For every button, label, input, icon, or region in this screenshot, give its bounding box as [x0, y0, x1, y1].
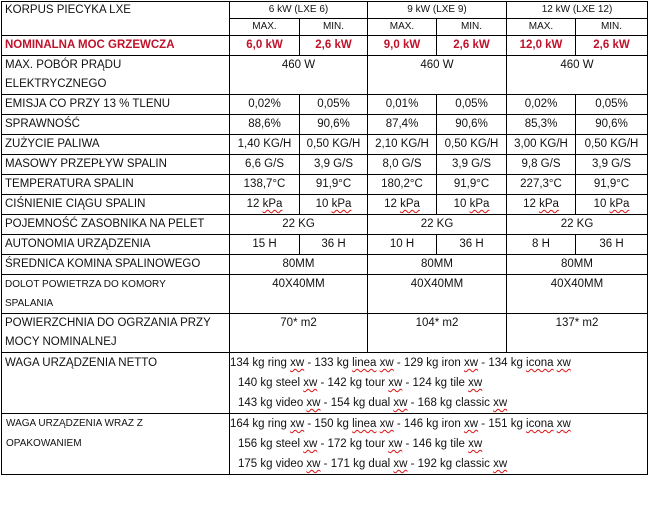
spec-row — [2, 215, 648, 235]
weight-line — [230, 393, 644, 413]
weight-net-row — [2, 353, 648, 414]
row-label-line: OPAKOWANIEM — [6, 438, 82, 449]
model-word: xw — [493, 458, 508, 470]
cell-value — [230, 195, 300, 215]
row-label: SPRAWNOŚĆ — [2, 115, 230, 135]
spec-row — [2, 135, 648, 155]
group-header-6kw: 6 kW (LXE 6) — [230, 2, 368, 19]
cell-number: 10 — [315, 198, 329, 210]
cell-number: 12 — [384, 198, 397, 210]
cell-value: 85,3% — [507, 115, 576, 135]
cell-value: 1,40 KG/H — [230, 135, 300, 155]
row-label-line: ELEKTRYCZNEGO — [5, 78, 107, 90]
cell-value: 22 KG — [368, 215, 507, 235]
model-word: xw — [493, 397, 508, 409]
spec-row — [2, 95, 648, 115]
row-label-line: POWIERZCHNIA DO OGRZANIA PRZY — [5, 317, 211, 329]
row-label — [2, 414, 230, 475]
weight-net-values — [230, 353, 648, 414]
cell-value: 40X40MM — [368, 275, 507, 314]
cell-value: 0,02% — [230, 95, 300, 115]
cell-value: 0,05% — [437, 95, 507, 115]
row-label: ŚREDNICA KOMINA SPALINOWEGO — [2, 255, 230, 275]
model-word: xw — [290, 357, 305, 369]
cell-value: 90,6% — [300, 115, 368, 135]
group-header-9kw: 9 kW (LXE 9) — [368, 2, 507, 19]
row-label-line: DOLOT POWIETRZA DO KOMORY — [5, 279, 166, 290]
model-word: xw — [303, 377, 318, 389]
model-word: linea — [352, 357, 377, 369]
weight-text: - 150 kg — [304, 418, 353, 430]
cell-value — [368, 195, 437, 215]
row-label — [2, 275, 230, 314]
cell-value: 22 KG — [507, 215, 648, 235]
cell-value: 80MM — [230, 255, 368, 275]
cell-value: 2,6 kW — [300, 36, 368, 56]
cell-value: 2,6 kW — [576, 36, 648, 56]
cell-value: 91,9°C — [300, 175, 368, 195]
cell-value: 0,05% — [300, 95, 368, 115]
weight-line — [230, 353, 644, 373]
cell-value: 90,6% — [437, 115, 507, 135]
cell-value: 6,0 kW — [230, 36, 300, 56]
row-label: TEMPERATURA SPALIN — [2, 175, 230, 195]
model-word: xw — [306, 458, 321, 470]
table-title: KORPUS PIECYKA LXE — [2, 2, 230, 36]
row-label: MASOWY PRZEPŁYW SPALIN — [2, 155, 230, 175]
weight-text: - 146 kg tile — [402, 438, 469, 450]
weight-line — [230, 414, 644, 434]
spec-table — [1, 1, 648, 475]
cell-unit: kPa — [609, 198, 630, 210]
weight-text: 140 kg steel — [238, 377, 304, 389]
cell-value: 15 H — [230, 235, 300, 255]
weight-line — [230, 373, 644, 393]
cell-value — [300, 195, 368, 215]
row-label — [2, 56, 230, 95]
cell-value: 0,50 KG/H — [300, 135, 368, 155]
cell-value: 9,8 G/S — [507, 155, 576, 175]
row-label-line: SPALANIA — [5, 298, 54, 309]
weight-text: 175 kg video — [238, 458, 307, 470]
weight-text: 156 kg steel — [238, 438, 304, 450]
cell-value: 3,9 G/S — [437, 155, 507, 175]
row-label: AUTONOMIA URZĄDZENIA — [2, 235, 230, 255]
model-word: xw — [468, 438, 483, 450]
row-label-line: MAX. POBÓR PRĄDU — [5, 59, 122, 71]
weight-text: 134 kg ring — [230, 357, 291, 369]
cell-value: 8 H — [507, 235, 576, 255]
max-header: MAX. — [368, 19, 437, 36]
cell-value: 460 W — [368, 56, 507, 95]
header-row — [2, 2, 648, 19]
row-label: WAGA URZĄDZENIA NETTO — [2, 353, 230, 414]
row-label: POJEMNOŚĆ ZASOBNIKA NA PELET — [2, 215, 230, 235]
min-header: MIN. — [300, 19, 368, 36]
weight-text: - 192 kg classic — [407, 458, 494, 470]
weight-text: - 142 kg tour — [317, 377, 389, 389]
max-header: MAX. — [230, 19, 300, 36]
model-word: xw — [556, 357, 571, 369]
weight-text: - 151 kg — [478, 418, 527, 430]
spec-rows — [2, 56, 648, 353]
cell-value: 0,50 KG/H — [437, 135, 507, 155]
weight-text: - 134 kg — [478, 357, 527, 369]
cell-value — [437, 195, 507, 215]
cell-value: 3,9 G/S — [576, 155, 648, 175]
cell-value: 70* m2 — [230, 314, 368, 353]
row-label: NOMINALNA MOC GRZEWCZA — [2, 36, 230, 56]
model-word: xw — [393, 397, 408, 409]
cell-value: 40X40MM — [507, 275, 648, 314]
model-word: xw — [290, 418, 305, 430]
weight-text: - 129 kg iron — [393, 357, 465, 369]
weight-line — [230, 454, 644, 474]
model-word: xw — [556, 418, 571, 430]
model-word: icona — [526, 357, 554, 369]
model-word: linea — [352, 418, 377, 430]
cell-value: 0,05% — [576, 95, 648, 115]
model-word: xw — [306, 397, 321, 409]
cell-value: 227,3°C — [507, 175, 576, 195]
cell-value: 36 H — [437, 235, 507, 255]
row-label: ZUŻYCIE PALIWA — [2, 135, 230, 155]
weight-text: 164 kg ring — [230, 418, 291, 430]
row-label-line: WAGA URZĄDZENIA WRAZ Z — [6, 418, 143, 429]
weight-packed-row — [2, 414, 648, 475]
spec-row — [2, 275, 648, 314]
cell-value: 0,01% — [368, 95, 437, 115]
cell-value: 36 H — [300, 235, 368, 255]
cell-number: 10 — [453, 198, 467, 210]
min-header: MIN. — [576, 19, 648, 36]
cell-value: 2,6 kW — [437, 36, 507, 56]
cell-value: 460 W — [507, 56, 648, 95]
cell-value: 10 H — [368, 235, 437, 255]
cell-unit: kPa — [539, 198, 559, 210]
cell-number: 12 — [246, 198, 260, 210]
weight-text: 143 kg video — [238, 397, 307, 409]
model-word: xw — [388, 438, 403, 450]
nominal-power-row — [2, 36, 648, 56]
cell-value: 80MM — [507, 255, 648, 275]
cell-unit: kPa — [400, 198, 420, 210]
weight-text: - 154 kg dual — [320, 397, 394, 409]
cell-unit: kPa — [262, 198, 283, 210]
row-label: EMISJA CO PRZY 13 % TLENU — [2, 95, 230, 115]
spec-row — [2, 314, 648, 353]
spec-row — [2, 155, 648, 175]
cell-unit: kPa — [469, 198, 490, 210]
cell-value: 3,9 G/S — [300, 155, 368, 175]
spec-row — [2, 195, 648, 215]
cell-value: 12,0 kW — [507, 36, 576, 56]
spec-row — [2, 115, 648, 135]
cell-value: 0,02% — [507, 95, 576, 115]
weight-text: - 124 kg tile — [402, 377, 469, 389]
cell-value: 88,6% — [230, 115, 300, 135]
cell-value: 40X40MM — [230, 275, 368, 314]
cell-value: 87,4% — [368, 115, 437, 135]
weight-text: - 146 kg iron — [393, 418, 465, 430]
model-word: xw — [303, 438, 318, 450]
spec-row — [2, 175, 648, 195]
cell-value: 0,50 KG/H — [576, 135, 648, 155]
cell-number: 10 — [593, 198, 607, 210]
row-label-line: MOCY NOMINALNEJ — [5, 336, 117, 348]
model-word: xw — [379, 418, 394, 430]
model-word: xw — [464, 418, 479, 430]
cell-value: 138,7°C — [230, 175, 300, 195]
cell-value: 460 W — [230, 56, 368, 95]
min-header: MIN. — [437, 19, 507, 36]
weight-text: - 168 kg classic — [407, 397, 494, 409]
cell-value: 104* m2 — [368, 314, 507, 353]
cell-value: 137* m2 — [507, 314, 648, 353]
cell-value: 8,0 G/S — [368, 155, 437, 175]
cell-value: 22 KG — [230, 215, 368, 235]
cell-value: 180,2°C — [368, 175, 437, 195]
cell-number: 12 — [523, 198, 536, 210]
cell-value: 3,00 KG/H — [507, 135, 576, 155]
model-word: icona — [526, 418, 554, 430]
spec-row — [2, 56, 648, 95]
row-label — [2, 314, 230, 353]
cell-value — [576, 195, 648, 215]
weight-line — [230, 434, 644, 454]
cell-value — [507, 195, 576, 215]
cell-value: 91,9°C — [437, 175, 507, 195]
cell-value: 80MM — [368, 255, 507, 275]
model-word: xw — [379, 357, 394, 369]
weight-packed-values — [230, 414, 648, 475]
cell-value: 2,10 KG/H — [368, 135, 437, 155]
row-label: CIŚNIENIE CIĄGU SPALIN — [2, 195, 230, 215]
spec-row — [2, 235, 648, 255]
model-word: xw — [468, 377, 483, 389]
group-header-12kw: 12 kW (LXE 12) — [507, 2, 648, 19]
model-word: xw — [388, 377, 403, 389]
weight-text: - 133 kg — [304, 357, 353, 369]
model-word: xw — [393, 458, 408, 470]
cell-value: 90,6% — [576, 115, 648, 135]
spec-row — [2, 255, 648, 275]
cell-value: 36 H — [576, 235, 648, 255]
model-word: xw — [464, 357, 479, 369]
max-header: MAX. — [507, 19, 576, 36]
cell-value: 9,0 kW — [368, 36, 437, 56]
weight-text: - 172 kg tour — [317, 438, 389, 450]
cell-value: 6,6 G/S — [230, 155, 300, 175]
weight-text: - 171 kg dual — [320, 458, 394, 470]
cell-unit: kPa — [331, 198, 352, 210]
cell-value: 91,9°C — [576, 175, 648, 195]
